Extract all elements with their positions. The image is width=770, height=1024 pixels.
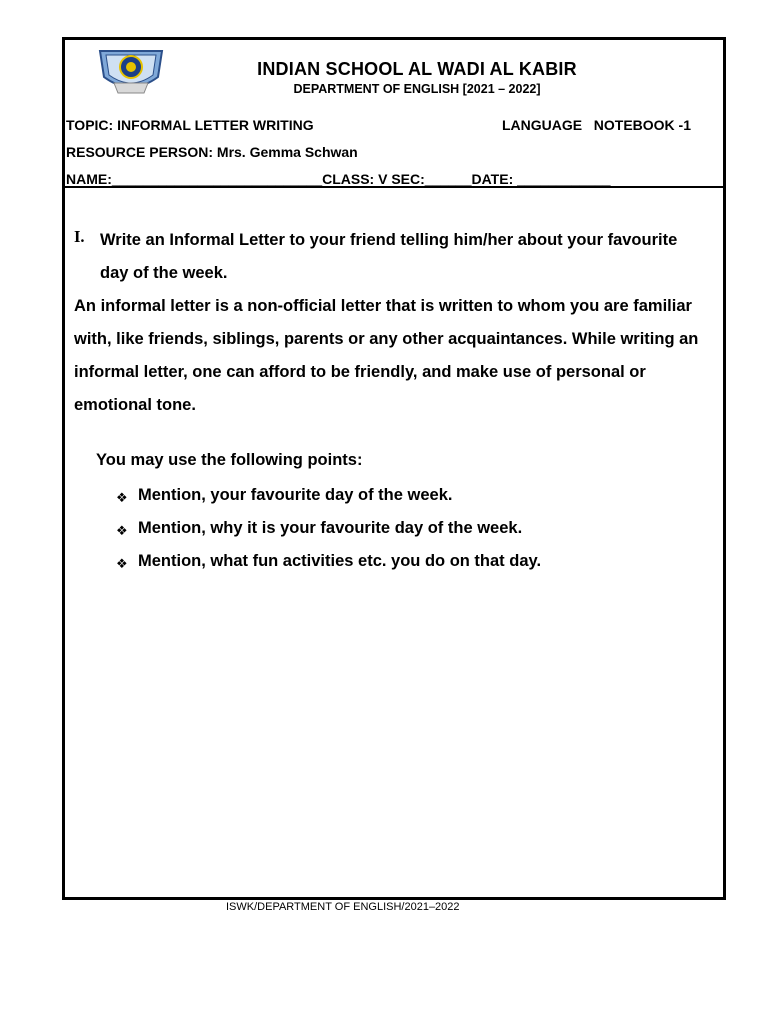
notebook-label: LANGUAGE NOTEBOOK -1 — [502, 117, 692, 133]
question-number: I. — [74, 227, 85, 246]
header-divider — [65, 186, 723, 188]
diamond-bullet-icon: ❖ — [116, 523, 128, 538]
point-item-2: Mention, why it is your favourite day of the week. — [138, 519, 523, 537]
department-title: DEPARTMENT OF ENGLISH [2021 – 2022] — [293, 82, 541, 96]
point-item-3: Mention, what fun activities etc. you do on that day. — [138, 552, 542, 570]
topic-label: TOPIC: INFORMAL LETTER WRITING — [66, 117, 314, 133]
point-item-1: Mention, your favourite day of the week. — [138, 486, 453, 504]
resource-person: RESOURCE PERSON: Mrs. Gemma Schwan — [66, 144, 358, 160]
diamond-bullet-icon: ❖ — [116, 556, 128, 571]
page-footer: ISWK/DEPARTMENT OF ENGLISH/2021–2022 — [226, 901, 460, 913]
points-heading: You may use the following points: — [96, 451, 363, 469]
name-class-date-line: NAME:___________________________CLASS: V SEC:______DATE: ____________ — [66, 171, 611, 187]
school-name: INDIAN SCHOOL AL WADI AL KABIR — [257, 59, 577, 79]
diamond-bullet-icon: ❖ — [116, 490, 128, 505]
question-text: Write an Informal Letter to your friend telling him/her about your favourite day of the week. — [100, 231, 678, 282]
description-paragraph: An informal letter is a non-official letter that is written to whom you are familiar with, like friends, siblings, parents or any other acquaintances. While writing an informal letter, one can afford to be friendly, and make use of personal or emotional tone. — [74, 297, 699, 414]
